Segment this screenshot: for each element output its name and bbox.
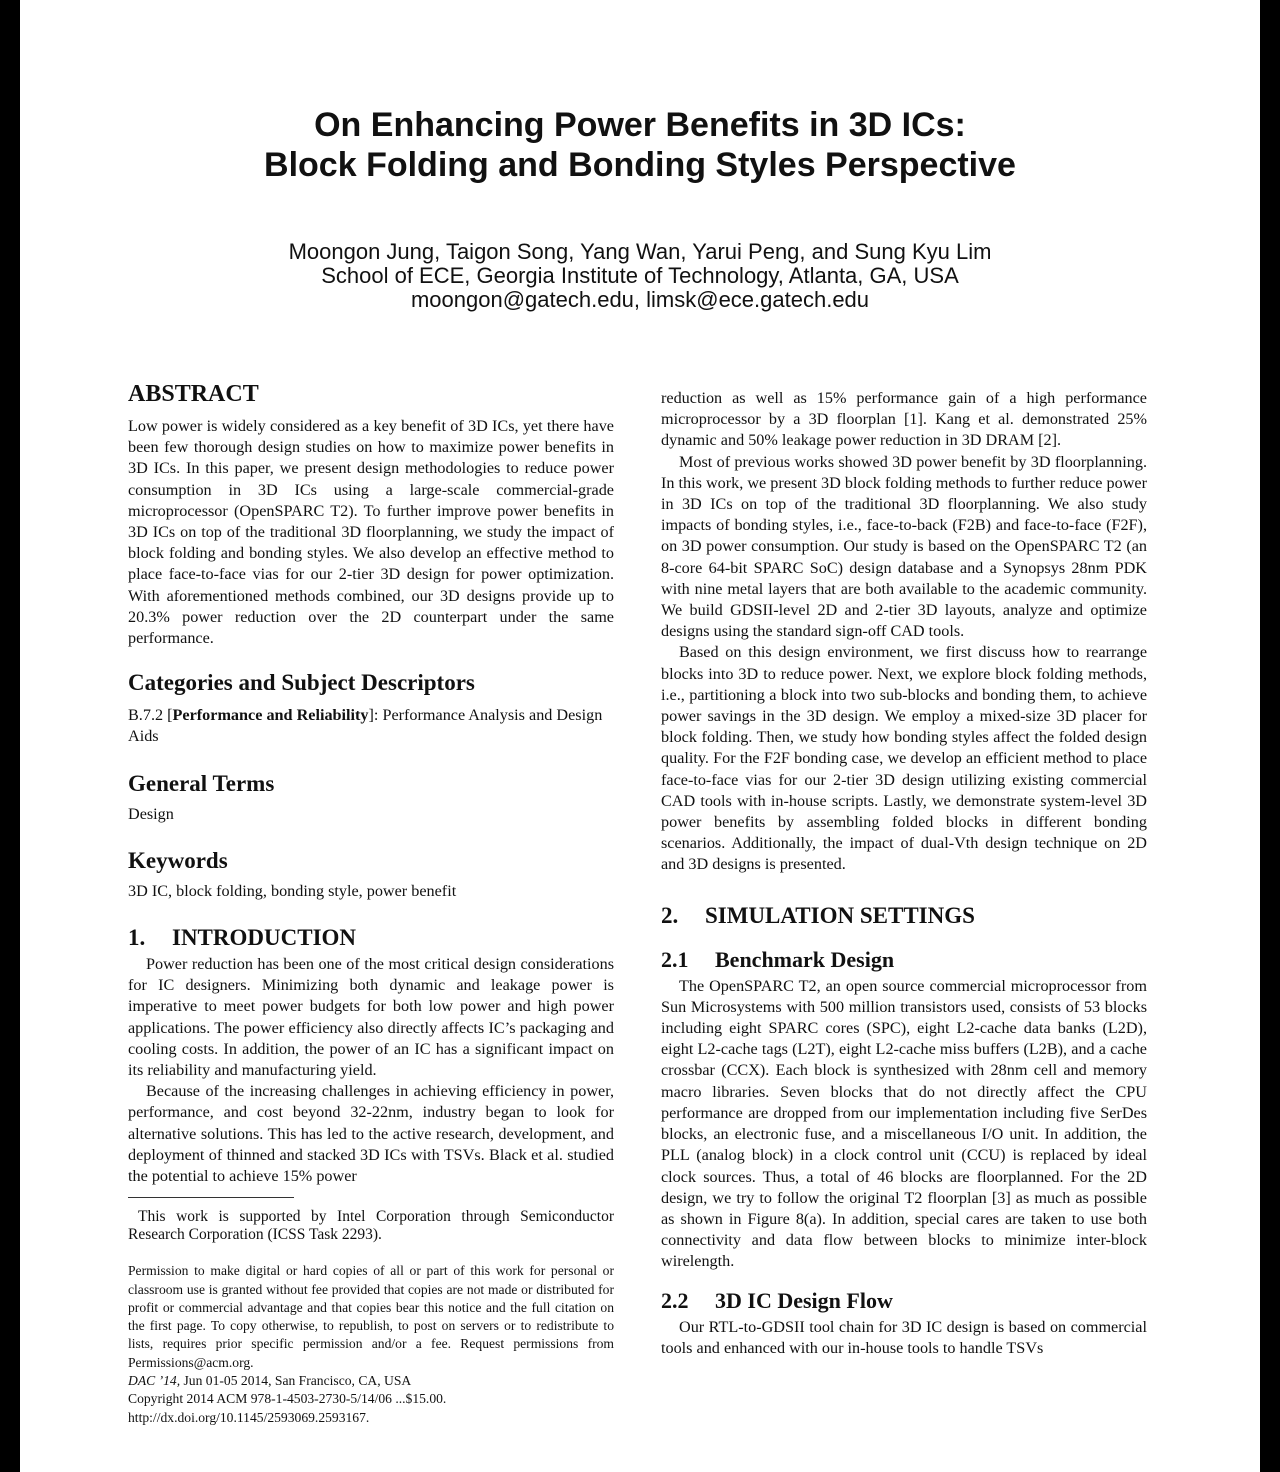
keywords-heading: Keywords — [128, 847, 228, 873]
copyright-line: Copyright 2014 ACM 978-1-4503-2730-5/14/06 ...$15.00. — [128, 1391, 447, 1407]
footnote-divider — [128, 1197, 294, 1198]
design-flow-title: 3D IC Design Flow — [715, 1287, 893, 1313]
title-line-1: On Enhancing Power Benefits in 3D ICs: — [314, 106, 966, 144]
left-column — [128, 380, 614, 1427]
benchmark-title: Benchmark Design — [715, 946, 895, 972]
title-line-2: Block Folding and Bonding Styles Perspective — [264, 146, 1016, 184]
paper-page — [20, 0, 1260, 1472]
abstract-heading: ABSTRACT — [128, 381, 259, 407]
benchmark-number: 2.1 — [661, 946, 689, 972]
simulation-title: SIMULATION SETTINGS — [705, 902, 975, 928]
right-paragraph-3: Based on this design environment, we first discuss how to rearrange blocks into 3D to reduce power. Next, we explore block folding methods, i.e., partitioning a block into two sub-blocks and bonding them, to achieve power savings in the 3D design. We employ a mixed-size 3D placer for block folding. Then, we study how bonding styles affect the folded design quality. For the F2F bonding case, we develop an efficient method to place face-to-face vias for our 2-tier 3D design utilizing existing commercial CAD tools with in-house scripts. Lastly, we demonstrate system-level 3D power benefits by assembling folded blocks in different bonding scenarios. Additionally, the impact of dual-Vth design technique on 2D and 3D designs is presented. — [661, 643, 1147, 874]
right-paragraph-1: reduction as well as 15% performance gain of a high performance microprocessor by a 3D floorplan [1]. Kang et al. demonstrated 25% dynamic and 50% leakage power reduction in 3D DRAM [2]. — [661, 389, 1147, 450]
conference-name: DAC ’14, — [128, 1373, 181, 1389]
design-flow-heading — [661, 1287, 1147, 1315]
footnote-support: This work is supported by Intel Corporation through Semiconductor Research Corporation (ICSS Task 2293). — [128, 1208, 614, 1244]
right-column — [661, 388, 1147, 1359]
general-terms-text: Design — [128, 804, 174, 823]
categories-code: B.7.2 [ — [128, 706, 173, 725]
permission-text: Permission to make digital or hard copies of all or part of this work for personal or classroom use is granted without fee provided that copies are not made or distributed for profit or commercial advantage and that copies bear this notice and the full citation on the first page. To copy otherwise, to republish, to post on servers or to redistribute to lists, requires prior specific permission and/or a fee. Request permissions from Permissions@acm.org. — [128, 1263, 614, 1370]
categories-heading: Categories and Subject Descriptors — [128, 670, 475, 696]
author-affiliation: School of ECE, Georgia Institute of Technology, Atlanta, GA, USA — [321, 263, 959, 288]
simulation-number: 2. — [661, 902, 679, 928]
introduction-heading — [128, 924, 614, 952]
permission-notice — [128, 1262, 614, 1427]
conference-details: Jun 01-05 2014, San Francisco, CA, USA — [180, 1373, 412, 1389]
benchmark-heading — [661, 946, 1147, 974]
benchmark-text: The OpenSPARC T2, an open source commercial microprocessor from Sun Microsystems with 500 million transistors used, consists of 53 blocks including eight SPARC cores (SPC), eight L2-cache data banks (L2D), eight L2-cache tags (L2T), eight L2-cache miss buffers (L2B), and a cache crossbar (CCX). Each block is synthesized with 28nm cell and memory macro libraries. Seven blocks that do not directly affect the CPU performance are dropped from our implementation including five SerDes blocks, an electronic fuse, and a miscellaneous I/O unit. In addition, the PLL (analog block) in a clock control unit (CCU) is replaced by ideal clock sources. Thus, a total of 46 blocks are floorplanned. For the 2D design, we try to follow the original T2 floorplan [3] as much as possible as shown in Figure 8(a). In addition, special cares are taken to use both connectivity and data flow between blocks to minimize inter-block wirelength. — [661, 976, 1147, 1271]
simulation-heading — [661, 902, 1147, 930]
introduction-title: INTRODUCTION — [172, 925, 357, 951]
categories-rest: ]: Performance Analysis and Design Aids — [128, 706, 603, 746]
footnote — [128, 1208, 614, 1244]
categories-bold: Performance and Reliability — [172, 706, 369, 725]
abstract-text: Low power is widely considered as a key benefit of 3D ICs, yet there have been few thorough design studies on how to maximize power benefits in 3D ICs. In this paper, we present design methodologies to reduce power consumption in 3D ICs using a large-scale commercial-grade microprocessor (OpenSPARC T2). To further improve power benefits in 3D ICs on top of the traditional 3D floorplanning, we study the impact of block folding and bonding styles. We also develop an effective method to place face-to-face vias for our 2-tier 3D design for power optimization. With aforementioned methods combined, our 3D designs provide up to 20.3% power reduction over the 2D counterpart under the same performance. — [128, 417, 614, 648]
right-paragraph-2: Most of previous works showed 3D power benefit by 3D floorplanning. In this work, we present 3D block folding methods to further reduce power in 3D ICs on top of the traditional 3D floorplanning. We also study impacts of bonding styles, i.e., face-to-back (F2B) and face-to-face (F2F), on 3D power consumption. Our study is based on the OpenSPARC T2 (an 8-core 64-bit SPARC SoC) design database and a Synopsys 28nm PDK with nine metal layers that are both available to the academic community. We build GDSII-level 2D and 2-tier 3D layouts, analyze and optimize designs using the standard sign-off CAD tools. — [661, 452, 1147, 641]
design-flow-text: Our RTL-to-GDSII tool chain for 3D IC design is based on commercial tools and enhanced with our in-house tools to handle TSVs — [661, 1317, 1147, 1357]
paper-title — [20, 105, 1260, 185]
keywords-text: 3D IC, block folding, bonding style, power benefit — [128, 881, 457, 900]
introduction-number: 1. — [128, 925, 146, 951]
conference-line — [128, 1372, 614, 1390]
general-terms-heading: General Terms — [128, 770, 275, 796]
author-block — [20, 240, 1260, 312]
categories-text — [128, 705, 614, 747]
design-flow-number: 2.2 — [661, 1287, 689, 1313]
author-names: Moongon Jung, Taigon Song, Yang Wan, Yarui Peng, and Sung Kyu Lim — [288, 239, 992, 264]
introduction-paragraph-1: Power reduction has been one of the most critical design considerations for IC designers. Minimizing both dynamic and leakage power is imperative to meet power budgets for both low power and high power applications. The power efficiency also directly affects IC’s packaging and cooling costs. In addition, the power of an IC has a significant impact on its reliability and manufacturing yield. — [128, 955, 614, 1080]
introduction-paragraph-2: Because of the increasing challenges in achieving efficiency in power, performance, and cost beyond 32-22nm, industry began to look for alternative solutions. This has led to the active research, development, and deployment of thinned and stacked 3D ICs with TSVs. Black et al. studied the potential to achieve 15% power — [128, 1082, 614, 1186]
author-emails: moongon@gatech.edu, limsk@ece.gatech.edu — [410, 287, 870, 312]
doi-link[interactable]: http://dx.doi.org/10.1145/2593069.2593167. — [128, 1409, 370, 1425]
